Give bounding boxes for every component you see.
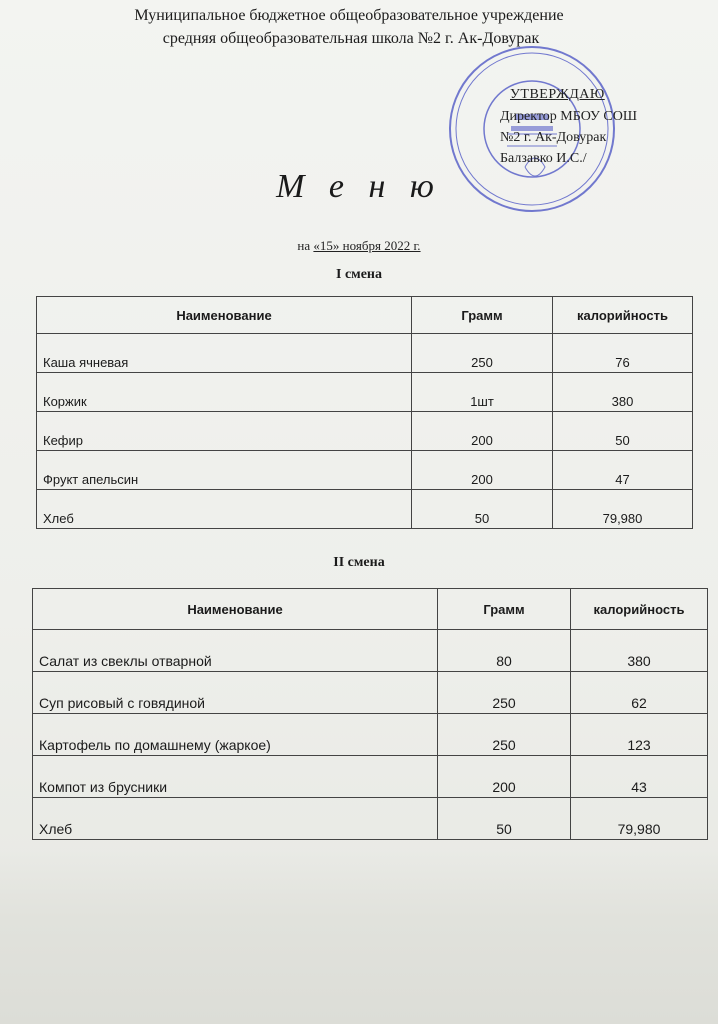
dish-kcal: 123 <box>571 714 708 756</box>
dish-kcal: 79,980 <box>571 798 708 840</box>
table-row <box>37 334 693 373</box>
dish-kcal: 79,980 <box>553 490 693 529</box>
shift2-table <box>32 588 708 840</box>
approval-school: №2 г. Ак-Довурак <box>500 130 607 145</box>
school-name-line1: Муниципальное бюджетное общеобразовательное учреждение <box>134 7 564 24</box>
dish-kcal: 76 <box>553 334 693 373</box>
dish-name: Картофель по домашнему (жаркое) <box>33 714 438 756</box>
column-header: Грамм <box>438 589 571 630</box>
table-row <box>33 672 708 714</box>
dish-name: Суп рисовый с говядиной <box>33 672 438 714</box>
dish-gram: 250 <box>438 714 571 756</box>
date-prefix: на <box>297 238 314 253</box>
shift2-heading: II смена <box>333 555 385 570</box>
dish-gram: 200 <box>438 756 571 798</box>
dish-kcal: 43 <box>571 756 708 798</box>
approval-signature: Балзавко И.С./ <box>500 151 587 166</box>
column-header: калорийность <box>553 297 693 334</box>
dish-gram: 80 <box>438 630 571 672</box>
dish-name: Каша ячневая <box>37 334 412 373</box>
dish-kcal: 380 <box>553 373 693 412</box>
column-header: Наименование <box>37 297 412 334</box>
table-row <box>33 714 708 756</box>
table-row <box>33 798 708 840</box>
dish-gram: 200 <box>412 412 553 451</box>
dish-gram: 250 <box>412 334 553 373</box>
shift1-table <box>36 296 693 529</box>
table-header-row <box>33 589 708 630</box>
dish-gram: 250 <box>438 672 571 714</box>
dish-name: Компот из брусники <box>33 756 438 798</box>
table-row <box>33 630 708 672</box>
dish-gram: 200 <box>412 451 553 490</box>
dish-name: Хлеб <box>33 798 438 840</box>
school-name-line2: средняя общеобразовательная школа №2 г. Ак-Довурак <box>162 30 540 47</box>
dish-gram: 50 <box>412 490 553 529</box>
shift1-heading: I смена <box>336 267 382 282</box>
dish-name: Салат из свеклы отварной <box>33 630 438 672</box>
dish-kcal: 47 <box>553 451 693 490</box>
dish-kcal: 50 <box>553 412 693 451</box>
dish-kcal: 380 <box>571 630 708 672</box>
page-title: М е н ю <box>276 168 442 205</box>
dish-gram: 1шт <box>412 373 553 412</box>
page-shadow <box>0 850 718 1024</box>
approval-heading: УТВЕРЖДАЮ <box>510 87 605 102</box>
dish-kcal: 62 <box>571 672 708 714</box>
dish-name: Кефир <box>37 412 412 451</box>
dish-gram: 50 <box>438 798 571 840</box>
date-value: «15» ноября 2022 г. <box>313 238 421 253</box>
table-row <box>37 412 693 451</box>
table-row <box>37 451 693 490</box>
dish-name: Хлеб <box>37 490 412 529</box>
approval-director: Директор МБОУ СОШ <box>500 109 638 124</box>
table-row <box>33 756 708 798</box>
dish-name: Коржик <box>37 373 412 412</box>
table-header-row <box>37 297 693 334</box>
menu-date <box>0 238 718 254</box>
table-row <box>37 490 693 529</box>
column-header: калорийность <box>571 589 708 630</box>
dish-name: Фрукт апельсин <box>37 451 412 490</box>
column-header: Грамм <box>412 297 553 334</box>
column-header: Наименование <box>33 589 438 630</box>
table-row <box>37 373 693 412</box>
